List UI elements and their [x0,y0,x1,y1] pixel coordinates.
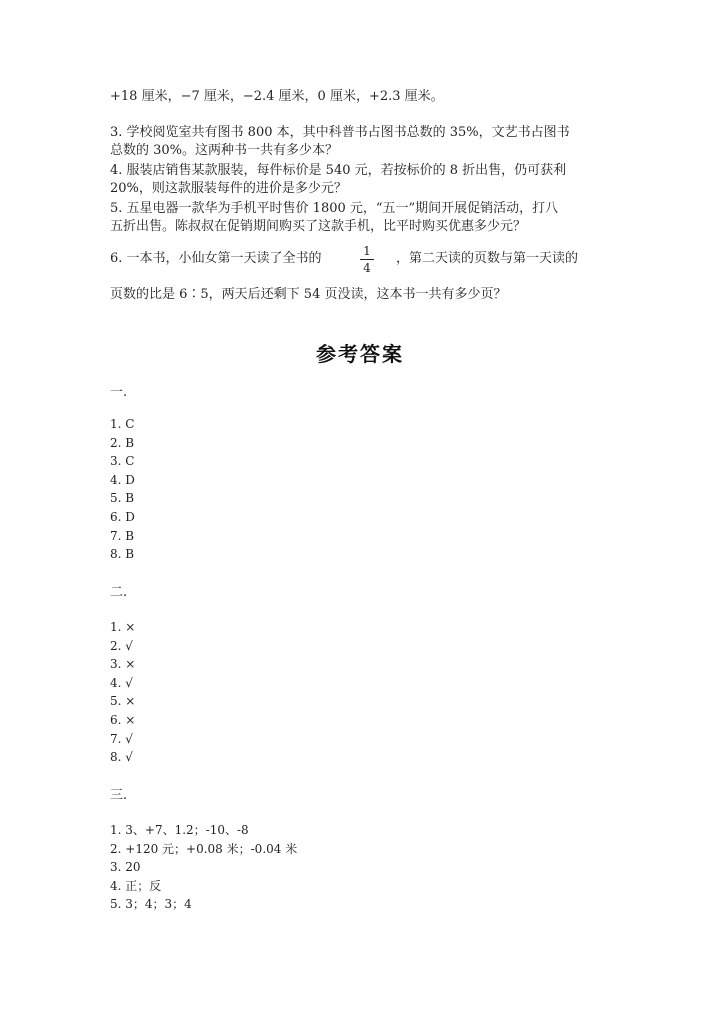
section-3-answers [110,821,297,914]
answer-item: 2. √ [110,638,133,653]
answer-item: 8. √ [110,750,133,765]
answer-item: 5. 3；4；3；4 [110,897,192,912]
fraction-one-quarter [360,244,374,275]
answers-title: 参考答案 [316,342,404,366]
section-1-answers [110,415,135,564]
answer-item: 5. × [110,694,136,709]
answer-item: 6. × [110,712,136,727]
section-1-heading: 一. [110,385,128,400]
answer-item: 4. 正；反 [110,878,162,893]
question-5-line-1: 5. 五星电器一款华为手机平时售价 1800 元，“五一”期间开展促销活动，打八 [110,201,559,216]
answer-item: 3. C [110,454,135,469]
answer-item: 3. × [110,657,136,672]
answer-item: 7. √ [110,731,133,746]
question-6-line-2: 页数的比是 6∶5，两天后还剩下 54 页没读，这本书一共有多少页？ [110,287,507,302]
answer-item: 1. C [110,417,135,431]
section-2-heading: 二. [110,585,128,600]
question-3-line-1: 3. 学校阅览室共有图书 800 本，其中科普书占图书总数的 35%，文艺书占图书 [110,125,570,140]
answer-item: 3. 20 [110,860,141,875]
question-4-line-1: 4. 服装店销售某款服装，每件标价是 540 元，若按标价的 8 折出售，仍可获利 [110,163,567,178]
answer-item: 4. √ [110,675,133,690]
question-4-line-2: 20%，则这款服装每件的进价是多少元？ [110,181,347,196]
answer-item: 8. B [110,547,135,562]
answer-item: 5. B [110,491,135,506]
answer-item: 4. D [110,472,135,487]
question-6-part-b: ，第二天读的页数与第一天读的 [396,251,579,266]
answer-item: 2. +120 元；+0.08 米；-0.04 米 [110,841,298,856]
question-6-part-a: 6. 一本书，小仙女第一天读了全书的 [110,251,322,266]
question-continuation: +18 厘米，−7 厘米，−2.4 厘米，0 厘米，+2.3 厘米。 [110,89,444,104]
answer-item: 7. B [110,528,135,543]
answer-item: 1. × [110,620,136,634]
fraction-denominator: 4 [363,261,371,275]
question-3-line-2: 总数的 30%。这两种书一共有多少本？ [110,143,339,158]
section-3-heading: 三. [110,788,128,803]
answer-item: 2. B [110,435,135,450]
answer-item: 6. D [110,509,135,524]
fraction-numerator: 1 [360,244,374,260]
question-5-line-2: 五折出售。陈叔叔在促销期间购买了这款手机，比平时购买优惠多少元？ [110,219,527,234]
answer-item: 1. 3、+7、1.2；-10、-8 [110,823,249,837]
section-2-answers [110,618,135,767]
